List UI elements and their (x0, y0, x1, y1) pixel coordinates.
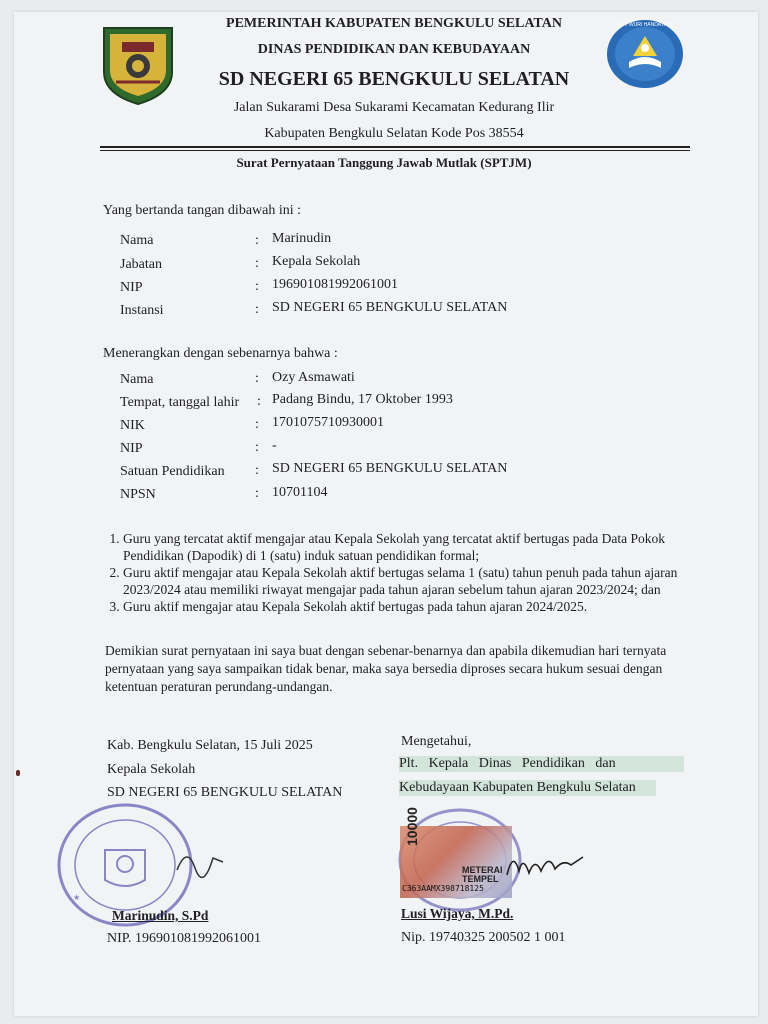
subject-name-value: Ozy Asmawati (272, 370, 355, 385)
colon: : (255, 256, 259, 271)
left-signature-icon (175, 840, 225, 880)
colon: : (255, 463, 259, 478)
revenue-stamp-code: C363AAMX398718125 (402, 884, 484, 893)
statement-item: 1. Guru yang tercatat aktif mengajar atau Kepala Sekolah yang tercatat aktif bertugas pada Data Pokok Pendidikan (Dapodik) di 1 (satu) induk satuan pendidikan formal; (123, 530, 723, 564)
subject-school-label: Satuan Pendidikan (120, 464, 225, 479)
colon: : (255, 417, 259, 432)
right-signature-icon (505, 845, 585, 885)
subject-nik-value: 1701075710930001 (272, 415, 384, 430)
subject-school-value: SD NEGERI 65 BENGKULU SELATAN (272, 461, 508, 476)
signer-nip-label: NIP (120, 280, 143, 295)
signer-position-label: Jabatan (120, 257, 162, 272)
acknowledged-label: Mengetahui, (401, 734, 472, 749)
right-signer-name: Lusi Wijaya, M.Pd. (401, 906, 514, 921)
revenue-stamp-value: 10000 (404, 807, 420, 846)
header-department: DINAS PENDIDIKAN DAN KEBUDAYAAN (257, 42, 531, 57)
signer-name-value: Marinudin (272, 231, 332, 246)
signer-nip-value: 196901081992061001 (272, 277, 398, 292)
colon: : (255, 302, 259, 317)
document-title: Surat Pernyataan Tanggung Jawab Mutlak (SPTJM) (236, 155, 532, 170)
header-divider-thin (100, 150, 690, 151)
right-signer-nip: Nip. 19740325 200502 1 001 (401, 930, 566, 945)
paper-mark (16, 770, 20, 776)
closing-paragraph: Demikian surat pernyataan ini saya buat dengan sebenar-benarnya dan apabila dikemudian hari ternyata pernyataan yang saya sampaikan tidak benar, maka saya bersedia diproses secara hukum sesuai dengan ketentuan peraturan perundang-undangan. (105, 643, 667, 694)
signer-intro: Yang bertanda tangan dibawah ini : (103, 203, 302, 218)
signer-institution-value: SD NEGERI 65 BENGKULU SELATAN (272, 300, 508, 315)
colon: : (257, 394, 261, 409)
header-address: Jalan Sukarami Desa Sukarami Kecamatan Kedurang Ilir (233, 100, 555, 115)
colon: : (255, 486, 259, 501)
subject-birth-label: Tempat, tanggal lahir (120, 395, 240, 410)
place-date: Kab. Bengkulu Selatan, 15 Juli 2025 (107, 738, 313, 753)
subject-nik-label: NIK (120, 418, 145, 433)
left-signer-nip: NIP. 196901081992061001 (107, 931, 262, 946)
subject-nip-label: NIP (120, 441, 143, 456)
colon: : (255, 440, 259, 455)
signer-institution-label: Instansi (120, 303, 164, 318)
signer-position-value: Kepala Sekolah (272, 254, 361, 269)
subject-intro: Menerangkan dengan sebenarnya bahwa : (103, 346, 338, 361)
header-regency-postcode: Kabupaten Bengkulu Selatan Kode Pos 38554 (264, 126, 524, 141)
header-divider (100, 146, 690, 148)
signer-name-label: Nama (120, 233, 154, 248)
regency-emblem-logo (100, 22, 176, 106)
header-government: PEMERINTAH KABUPATEN BENGKULU SELATAN (226, 16, 562, 31)
subject-npsn-label: NPSN (120, 487, 156, 502)
svg-text:★: ★ (73, 893, 81, 902)
statement-item: 2. Guru aktif mengajar atau Kepala Sekolah aktif bertugas selama 1 (satu) tahun penuh pada tahun ajaran 2023/2024 atau memiliki riwayat mengajar pada tahun ajaran sebelum tahun ajaran 2023/2024; dan (123, 564, 723, 598)
subject-npsn-value: 10701104 (272, 485, 328, 500)
statement-item: 3. Guru aktif mengajar atau Kepala Sekolah aktif bertugas pada tahun ajaran 2024/2025. (123, 598, 723, 615)
subject-nip-value: - (272, 438, 277, 453)
subject-birth-value: Padang Bindu, 17 Oktober 1993 (272, 392, 453, 407)
statement-list (105, 530, 723, 615)
colon: : (255, 279, 259, 294)
left-sign-org: SD NEGERI 65 BENGKULU SELATAN (107, 785, 343, 800)
header-school-name: SD NEGERI 65 BENGKULU SELATAN (218, 68, 570, 90)
colon: : (255, 371, 259, 386)
right-sign-role-line2: Kebudayaan Kabupaten Bengkulu Selatan (399, 780, 656, 796)
left-sign-role: Kepala Sekolah (107, 762, 196, 777)
subject-name-label: Nama (120, 372, 154, 387)
right-sign-role-line1: Plt. Kepala Dinas Pendidikan dan (399, 756, 684, 772)
colon: : (255, 233, 259, 248)
logo-right-motto: TUT WURI HANDAYANI (617, 22, 673, 28)
revenue-stamp-label: METERAI TEMPEL (462, 865, 503, 884)
left-signer-name: Marinudin, S.Pd (112, 908, 209, 923)
